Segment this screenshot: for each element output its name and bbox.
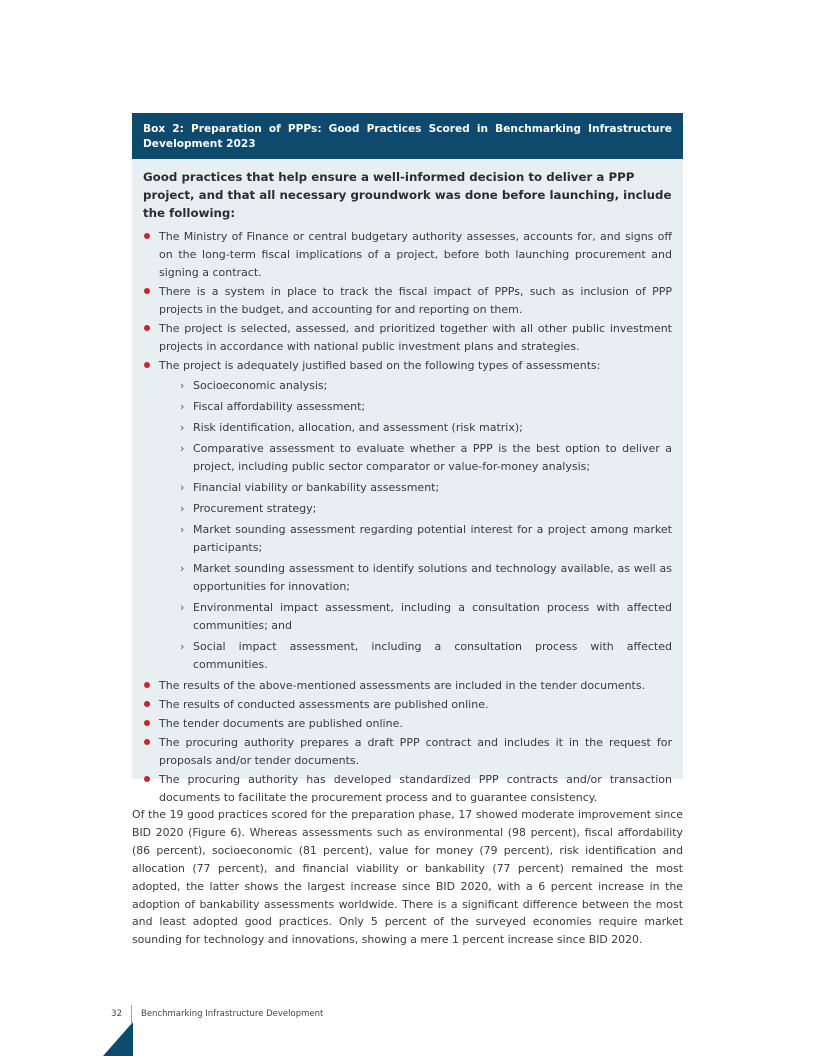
body-paragraph: Of the 19 good practices scored for the preparation phase, 17 showed moderate improvement since BID 2020 (Figure 6). Whereas assessments such as environmental (98 percent), fiscal affordability (86 percent), socioeconomic (81 percent), value for money (79 percent), risk identification and allocation (77 percent), and financial viability or bankability (77 percent) remained the most adopted, the latter shows the largest increase since BID 2020, with a 6 percent increase in the adoption of bankability assessments worldwide. There is a significant difference between the most and least adopted good practices. Only 5 percent of the surveyed economies require market sounding for technology and innovations, showing a mere 1 percent increase since BID 2020. bbox=[132, 808, 683, 947]
sub-list-item: › Socioeconomic analysis; bbox=[175, 377, 672, 395]
chevron-right-icon: › bbox=[180, 640, 185, 653]
box-title: Box 2: Preparation of PPPs: Good Practices Scored in Benchmarking Infrastructure Development 2023 bbox=[132, 113, 683, 159]
good-practices-box bbox=[132, 113, 683, 804]
sub-list-item: › Risk identification, allocation, and assessment (risk matrix); bbox=[175, 419, 672, 437]
chevron-right-icon: › bbox=[180, 562, 185, 575]
sub-list-item: › Fiscal affordability assessment; bbox=[175, 398, 672, 416]
chevron-right-icon: › bbox=[180, 481, 185, 494]
page-footer bbox=[110, 1005, 323, 1023]
list-item: The project is selected, assessed, and prioritized together with all other public investment projects in accordance with national public investment plans and strategies. bbox=[143, 320, 672, 356]
list-item: The tender documents are published online. bbox=[143, 715, 672, 733]
list-item: The results of the above-mentioned assessments are included in the tender documents. bbox=[143, 677, 672, 695]
chevron-right-icon: › bbox=[180, 502, 185, 515]
chevron-right-icon: › bbox=[180, 523, 185, 536]
chevron-right-icon: › bbox=[180, 442, 185, 455]
sub-list-item: › Comparative assessment to evaluate whether a PPP is the best option to deliver a project, including public sector comparator or value-for-money analysis; bbox=[180, 442, 672, 473]
box-intro: Good practices that help ensure a well-informed decision to deliver a PPP project, and that all necessary groundwork was done before launching, include the following: bbox=[143, 170, 672, 220]
chevron-right-icon: › bbox=[180, 400, 185, 413]
assessments-intro: The project is adequately justified based on the following types of assessments: bbox=[159, 359, 601, 372]
corner-triangle-decoration bbox=[103, 1022, 133, 1056]
list-item: The Ministry of Finance or central budgetary authority assesses, accounts for, and signs off on the long-term fiscal implications of a project, before both launching procurement and signing a contract. bbox=[143, 228, 672, 282]
sub-list-item: › Market sounding assessment regarding potential interest for a project among market participants; bbox=[180, 523, 672, 554]
practices-list bbox=[143, 228, 672, 807]
box-body bbox=[132, 159, 683, 807]
chevron-right-icon: › bbox=[180, 421, 185, 434]
sub-list-item: › Financial viability or bankability assessment; bbox=[175, 479, 672, 497]
sub-list-item: › Environmental impact assessment, including a consultation process with affected communities; and bbox=[180, 601, 672, 632]
assessments-list bbox=[159, 377, 672, 674]
list-item: The results of conducted assessments are published online. bbox=[143, 696, 672, 714]
sub-list-item: › Social impact assessment, including a consultation process with affected communities. bbox=[180, 640, 672, 671]
sub-list-item: › Procurement strategy; bbox=[175, 500, 672, 518]
page-number: 32 bbox=[111, 1009, 122, 1019]
list-item: The procuring authority has developed standardized PPP contracts and/or transaction documents to facilitate the procurement process and to guarantee consistency. bbox=[143, 771, 672, 807]
list-item: There is a system in place to track the fiscal impact of PPPs, such as inclusion of PPP projects in the budget, and accounting for and reporting on them. bbox=[143, 283, 672, 319]
sub-list-item: › Market sounding assessment to identify solutions and technology available, as well as opportunities for innovation; bbox=[180, 562, 672, 593]
list-item-assessments bbox=[143, 357, 672, 674]
list-item: The procuring authority prepares a draft PPP contract and includes it in the request for proposals and/or tender documents. bbox=[143, 734, 672, 770]
chevron-right-icon: › bbox=[180, 601, 185, 614]
chevron-right-icon: › bbox=[180, 379, 185, 392]
footer-title: Benchmarking Infrastructure Development bbox=[141, 1009, 324, 1019]
